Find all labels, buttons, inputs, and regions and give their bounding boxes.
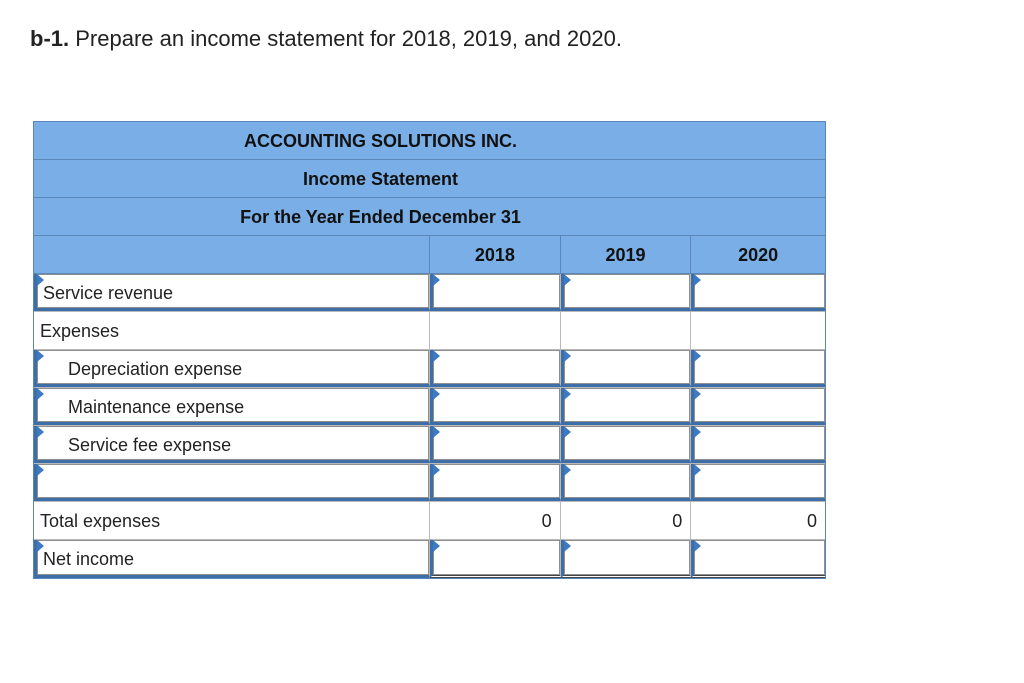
dropdown-flag-icon xyxy=(433,388,440,400)
dropdown-flag-icon xyxy=(694,540,701,552)
maintenance-2020-input[interactable] xyxy=(691,388,825,425)
income-statement-table xyxy=(33,121,826,579)
dropdown-flag-icon xyxy=(37,540,44,552)
service-revenue-label-field[interactable] xyxy=(34,274,430,311)
column-header-2018: 2018 xyxy=(430,236,561,273)
dropdown-flag-icon xyxy=(564,540,571,552)
dropdown-flag-icon xyxy=(564,350,571,362)
statement-title: Income Statement xyxy=(302,169,459,189)
total-expenses-2020-value: 0 xyxy=(806,511,817,531)
maintenance-2018-input[interactable] xyxy=(430,388,561,425)
dropdown-flag-icon xyxy=(694,388,701,400)
dropdown-flag-icon xyxy=(37,464,44,476)
dropdown-flag-icon xyxy=(694,426,701,438)
blank-label-field[interactable] xyxy=(34,464,430,501)
blank-2020-input[interactable] xyxy=(691,464,825,501)
dropdown-flag-icon xyxy=(694,350,701,362)
question-text: Prepare an income statement for 2018, 2019, and 2020. xyxy=(75,26,622,51)
header-title-row xyxy=(34,160,825,198)
blank-2019-input[interactable] xyxy=(561,464,692,501)
header-company-row xyxy=(34,122,825,160)
statement-period: For the Year Ended December 31 xyxy=(240,207,521,227)
column-header-2019: 2019 xyxy=(561,236,692,273)
column-header-label xyxy=(34,236,430,273)
row-service-fee-expense xyxy=(34,426,825,464)
row-service-revenue xyxy=(34,274,825,312)
dropdown-flag-icon xyxy=(694,464,701,476)
row-depreciation-expense xyxy=(34,350,825,388)
service-fee-2019-input[interactable] xyxy=(561,426,692,463)
dropdown-flag-icon xyxy=(433,274,440,286)
total-expenses-2019-value: 0 xyxy=(561,502,692,539)
header-columns-row xyxy=(34,236,825,274)
net-income-2020-input[interactable] xyxy=(691,540,825,578)
maintenance-label-field[interactable] xyxy=(34,388,430,425)
depreciation-2020-input[interactable] xyxy=(691,350,825,387)
depreciation-label-field[interactable] xyxy=(34,350,430,387)
service-fee-2018-input[interactable] xyxy=(430,426,561,463)
service-fee-label-field[interactable] xyxy=(34,426,430,463)
dropdown-flag-icon xyxy=(564,464,571,476)
net-income-2018-input[interactable] xyxy=(430,540,561,578)
row-label: Service revenue xyxy=(43,283,174,303)
blank-2018-input[interactable] xyxy=(430,464,561,501)
maintenance-2019-input[interactable] xyxy=(561,388,692,425)
header-period-row xyxy=(34,198,825,236)
row-blank-expense xyxy=(34,464,825,502)
row-net-income xyxy=(34,540,825,578)
dropdown-flag-icon xyxy=(433,540,440,552)
dropdown-flag-icon xyxy=(433,426,440,438)
row-label: Depreciation expense xyxy=(68,359,243,379)
dropdown-flag-icon xyxy=(564,274,571,286)
service-revenue-2020-input[interactable] xyxy=(691,274,825,311)
question-prompt xyxy=(30,26,622,52)
dropdown-flag-icon xyxy=(433,350,440,362)
row-maintenance-expense xyxy=(34,388,825,426)
expenses-2019-cell xyxy=(561,312,692,349)
row-label: Net income xyxy=(43,549,135,569)
total-expenses-label: Total expenses xyxy=(34,502,430,539)
dropdown-flag-icon xyxy=(37,388,44,400)
service-revenue-2018-input[interactable] xyxy=(430,274,561,311)
dropdown-flag-icon xyxy=(37,274,44,286)
column-header-2020: 2020 xyxy=(738,245,779,265)
dropdown-flag-icon xyxy=(564,426,571,438)
net-income-label-field[interactable] xyxy=(34,540,430,578)
expenses-2020-cell xyxy=(691,312,825,349)
company-name: ACCOUNTING SOLUTIONS INC. xyxy=(244,131,517,151)
dropdown-flag-icon xyxy=(37,350,44,362)
row-expenses-heading xyxy=(34,312,825,350)
row-total-expenses xyxy=(34,502,825,540)
row-label: Service fee expense xyxy=(68,435,232,455)
question-number: b-1. xyxy=(30,26,70,51)
service-fee-2020-input[interactable] xyxy=(691,426,825,463)
total-expenses-2018-value: 0 xyxy=(430,502,561,539)
service-revenue-2019-input[interactable] xyxy=(561,274,692,311)
depreciation-2018-input[interactable] xyxy=(430,350,561,387)
dropdown-flag-icon xyxy=(564,388,571,400)
expenses-2018-cell xyxy=(430,312,561,349)
depreciation-2019-input[interactable] xyxy=(561,350,692,387)
dropdown-flag-icon xyxy=(37,426,44,438)
row-label: Maintenance expense xyxy=(68,397,245,417)
dropdown-flag-icon xyxy=(694,274,701,286)
net-income-2019-input[interactable] xyxy=(561,540,692,578)
dropdown-flag-icon xyxy=(433,464,440,476)
expenses-label: Expenses xyxy=(34,312,430,349)
